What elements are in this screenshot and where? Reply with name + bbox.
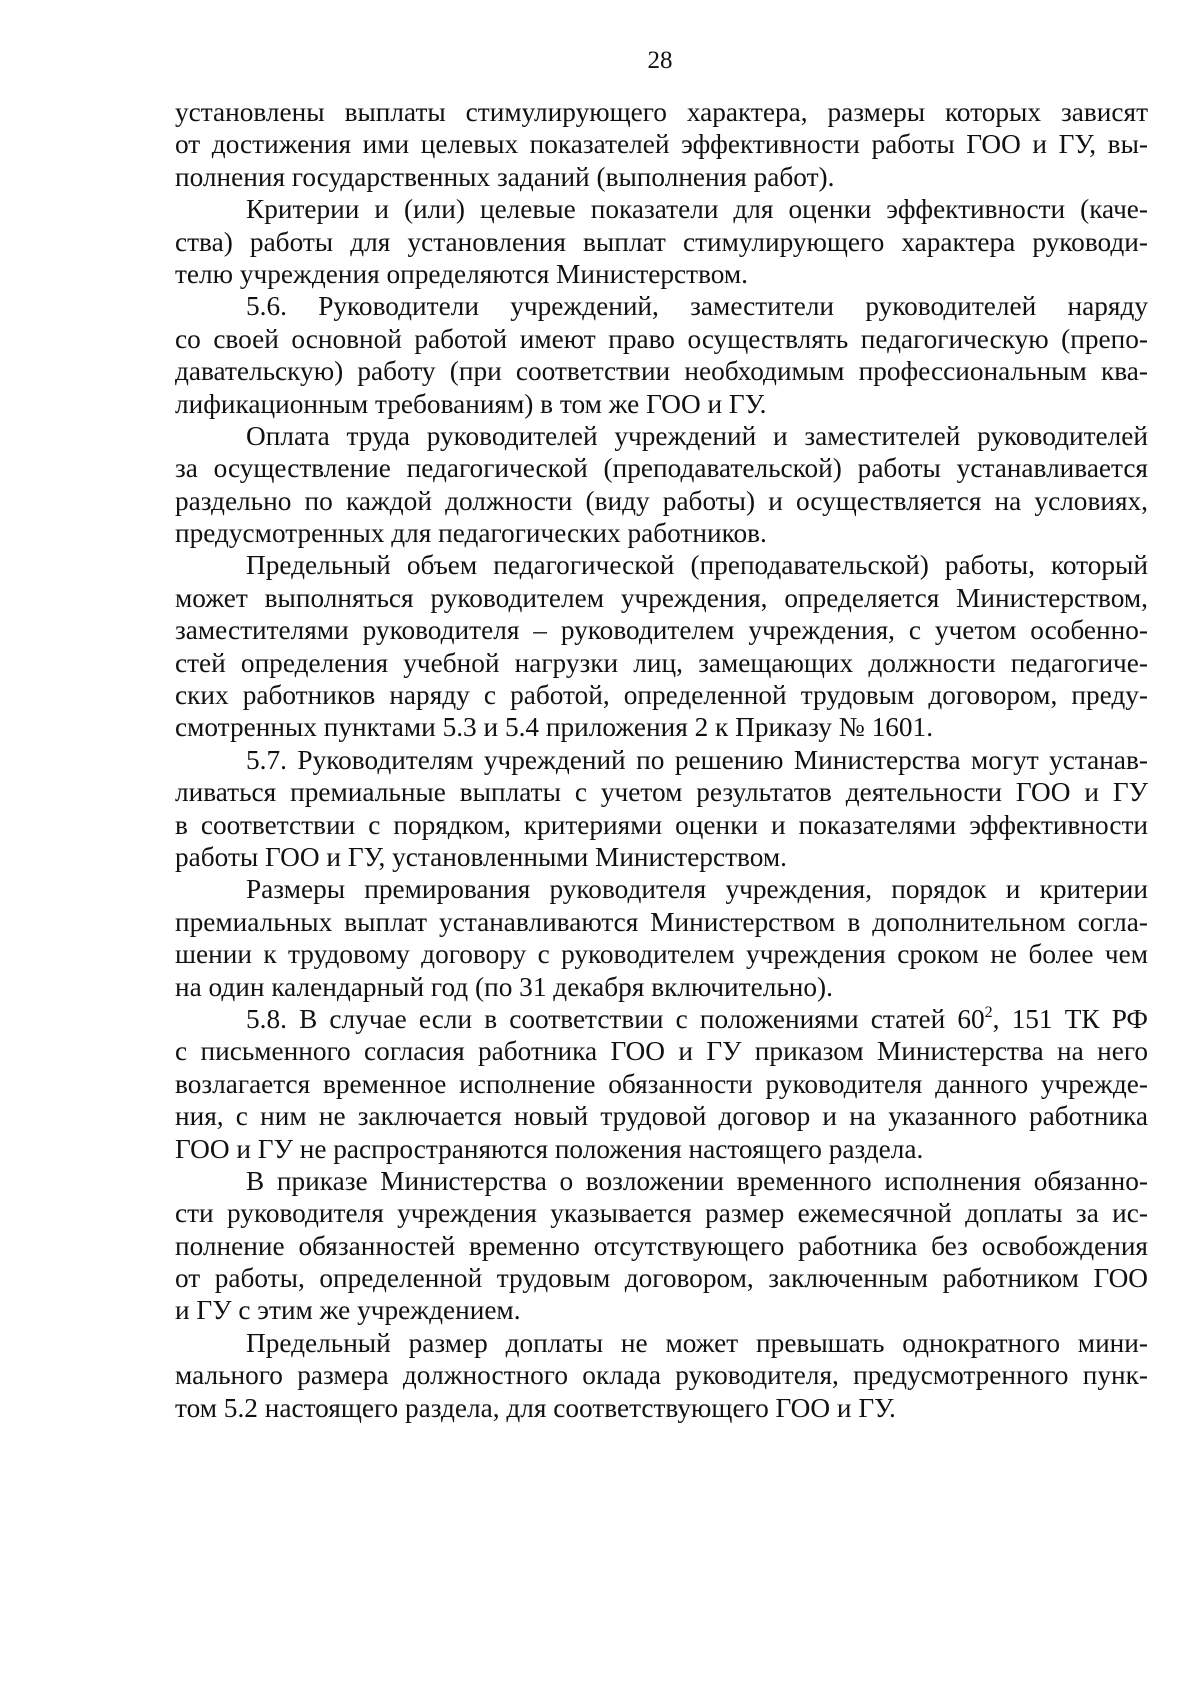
text-line-content: со своей основной работой имеют право осуществлять педагогическую (препо- [175, 323, 1148, 354]
text-line-content: стей определения учебной нагрузки лиц, замещающих должности педагогиче- [175, 647, 1148, 678]
text-line [175, 96, 1148, 128]
text-line-content: может выполняться руководителем учреждения, определяется Министерством, [175, 582, 1148, 613]
text-line [175, 873, 1148, 905]
text-line-content: установлены выплаты стимулирующего характера, размеры которых зависят [175, 97, 1148, 127]
text-line-content: полнение обязанностей временно отсутствующего работника без освобождения [175, 1230, 1148, 1261]
text-line-content: работы ГОО и ГУ, установленными Министерством. [175, 841, 787, 872]
text-line-content: возлагается временное исполнение обязанности руководителя данного учрежде- [175, 1068, 1148, 1099]
text-line [175, 420, 1148, 452]
text-line [175, 1003, 1148, 1035]
text-line-content: Оплата труда руководителей учреждений и заместителей руководителей [246, 420, 1148, 451]
text-line-content: сти руководителя учреждения указывается размер ежемесячной доплаты за ис- [175, 1198, 1148, 1229]
text-line [175, 128, 1148, 160]
text-line-content: ских работников наряду с работой, определенной трудовым договором, преду- [175, 680, 1148, 711]
text-line-content: премиальных выплат устанавливаются Министерством в дополнительном согла- [175, 906, 1148, 937]
text-line-content: Критерии и (или) целевые показатели для оценки эффективности (каче- [246, 194, 1148, 225]
text-line-content: 5.8. В случае если в соответствии с положениями статей 60 [246, 1003, 985, 1034]
text-line [175, 549, 1148, 581]
text-line [175, 517, 1148, 549]
document-body [175, 96, 1148, 1424]
text-line [175, 1392, 1148, 1424]
text-line [175, 1327, 1148, 1359]
text-line [175, 711, 1148, 743]
text-line [175, 1359, 1148, 1391]
text-line-content: и ГУ с этим же учреждением. [175, 1295, 521, 1326]
text-line-content: на один календарный год (по 31 декабря включительно). [175, 971, 833, 1002]
text-line-content: В приказе Министерства о возложении временного исполнения обязанно- [246, 1165, 1148, 1196]
text-line [175, 1197, 1148, 1229]
text-line-content: Предельный размер доплаты не может превышать однократного мини- [246, 1327, 1148, 1358]
text-line [175, 290, 1148, 322]
text-line [175, 323, 1148, 355]
text-line-content: от работы, определенной трудовым договором, заключенным работником ГОО [175, 1263, 1148, 1294]
text-line-content: том 5.2 настоящего раздела, для соответствующего ГОО и ГУ. [175, 1392, 896, 1423]
text-line [175, 355, 1148, 387]
text-line-content: ГОО и ГУ не распространяются положения настоящего раздела. [175, 1133, 924, 1164]
text-line-content: Размеры премирования руководителя учреждения, порядок и критерии [246, 874, 1148, 905]
text-line-content: раздельно по каждой должности (виду работы) и осуществляется на условиях, [175, 485, 1148, 516]
text-line-content: с письменного согласия работника ГОО и ГУ приказом Министерства на него [175, 1036, 1148, 1067]
superscript: 2 [984, 1003, 993, 1021]
text-line [175, 582, 1148, 614]
text-line-content: давательскую) работу (при соответствии необходимым профессиональным ква- [175, 356, 1148, 387]
text-line [175, 1100, 1148, 1132]
page-number: 28 [647, 47, 673, 74]
text-line [175, 614, 1148, 646]
text-line [175, 485, 1148, 517]
text-line-content: заместителями руководителя – руководителем учреждения, с учетом особенно- [175, 615, 1148, 646]
text-line-content: Предельный объем педагогической (преподавательской) работы, который [246, 550, 1148, 581]
text-line [175, 647, 1148, 679]
text-line-content: лификационным требованиям) в том же ГОО и ГУ. [175, 388, 767, 419]
text-line [175, 161, 1148, 193]
text-line [175, 193, 1148, 225]
text-line-content: ния, с ним не заключается новый трудовой договор и на указанного работника [175, 1101, 1148, 1132]
text-line-content: 5.7. Руководителям учреждений по решению Министерства могут устанав- [246, 744, 1148, 775]
text-line-content: ства) работы для установления выплат стимулирующего характера руководи- [175, 226, 1148, 257]
text-line [175, 938, 1148, 970]
text-line-content: 5.6. Руководители учреждений, заместители руководителей наряду [246, 291, 1148, 322]
text-line [175, 1133, 1148, 1165]
text-line [175, 1165, 1148, 1197]
text-line-content: за осуществление педагогической (преподавательской) работы устанавливается [175, 453, 1148, 484]
text-line [175, 1035, 1148, 1067]
text-line [175, 841, 1148, 873]
text-line [175, 744, 1148, 776]
text-line [175, 776, 1148, 808]
text-line [175, 971, 1148, 1003]
text-line [175, 226, 1148, 258]
text-line [175, 906, 1148, 938]
text-line [175, 1230, 1148, 1262]
text-line-content: от достижения ими целевых показателей эффективности работы ГОО и ГУ, вы- [175, 129, 1148, 160]
text-line [175, 388, 1148, 420]
text-line-content: полнения государственных заданий (выполнения работ). [175, 161, 835, 192]
text-line [175, 452, 1148, 484]
text-line-content: телю учреждения определяются Министерством. [175, 258, 748, 289]
text-line-content: смотренных пунктами 5.3 и 5.4 приложения 2 к Приказу № 1601. [175, 712, 934, 743]
text-line-content: , 151 ТК РФ [992, 1003, 1148, 1034]
text-line [175, 1294, 1148, 1326]
text-line [175, 1262, 1148, 1294]
text-line-content: шении к трудовому договору с руководителем учреждения сроком не более чем [175, 939, 1148, 970]
text-line [175, 1068, 1148, 1100]
text-line-content: предусмотренных для педагогических работников. [175, 518, 767, 549]
text-line [175, 809, 1148, 841]
text-line-content: ливаться премиальные выплаты с учетом результатов деятельности ГОО и ГУ [175, 777, 1148, 808]
text-line-content: мального размера должностного оклада руководителя, предусмотренного пунк- [175, 1360, 1148, 1391]
text-line-content: в соответствии с порядком, критериями оценки и показателями эффективности [175, 809, 1148, 840]
text-line [175, 679, 1148, 711]
text-line [175, 258, 1148, 290]
